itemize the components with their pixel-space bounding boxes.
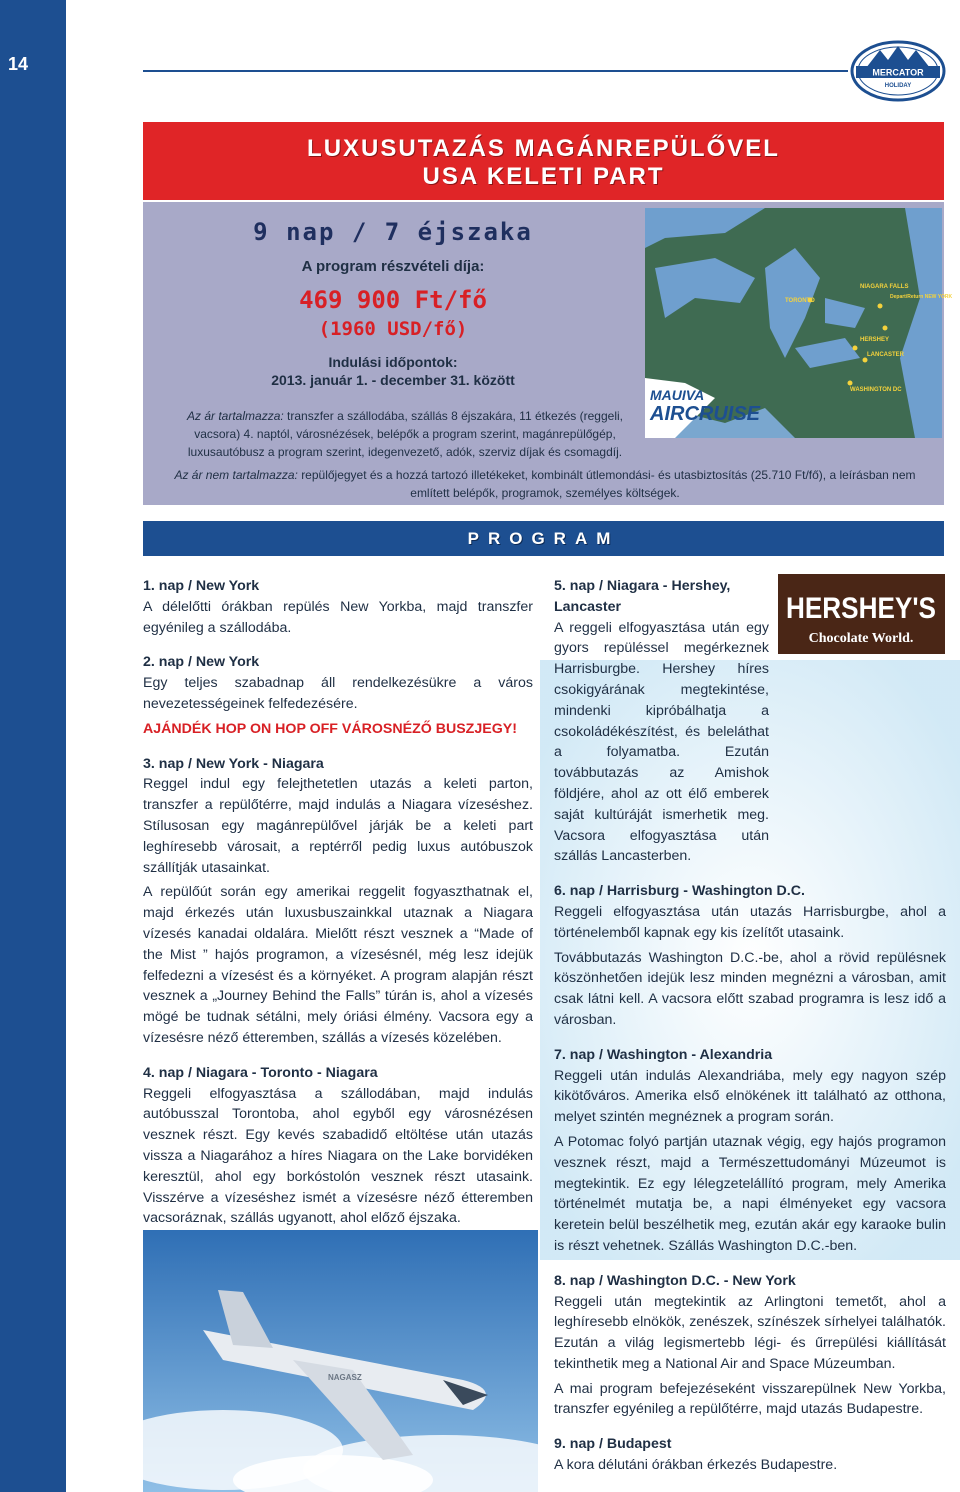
day-text: A Potomac folyó partján utaznak végig, egy hajós programon vesznek részt, majd a Természettudományi Múzeumot is megtekintik. Ez egy lélegzetelállító program, mely Amerika történelmét mutatja be, a napi élményeket egy vacsora keretein belül beszélhetik meg, ezután akár egy karaoke bulin is részt vehetnek. Szállás Washington D.C.-ben. [554,1133,946,1254]
page-number: 14 [7,54,29,74]
day-6 [554,881,946,1031]
mercator-holiday-logo [848,40,948,102]
map-label-lancaster: LANCASTER [867,352,904,358]
program-banner [143,521,944,556]
day-4 [143,1063,533,1229]
map-label-toronto: TORONTO [785,298,815,304]
day-title: 2. nap / New York [143,654,260,671]
trip-duration: 9 nap / 7 éjszaka [253,218,533,246]
side-bar [0,0,66,1492]
day-title: 4. nap / Niagara - Toronto - Niagara [143,1064,378,1081]
plane-tail-text: NAGASZ [328,1373,362,1382]
price-label: A program részvételi díja: [301,258,485,275]
header-rule [143,70,848,72]
map-label-washington: WASHINGTON DC [850,387,902,393]
price-huf: 469 900 Ft/fő [299,286,487,314]
private-jet-photo [143,1230,538,1492]
includes-text: transzfer a szállodába, szállás 8 éjszakára, 11 étkezés (reggeli, vacsora) 4. naptól, városnézések, belépők a program szerint, magánrepülőgép, luxusautóbusz a program szerint, idegenvezető, adók, szerviz díjak és csomagdíj. [187,409,623,459]
day-title: 6. nap / Harrisburg - Washington D.C. [554,883,805,900]
dates-range: 2013. január 1. - december 31. között [271,372,515,388]
title-banner [143,122,944,200]
map-brand-line2: AIRCRUISE [650,403,761,425]
map-brand-line1: MAUIVA [650,387,705,403]
price-usd: (1960 USD/fő) [318,318,468,340]
day-text: Reggeli elfogyasztása után utazás Harrisburgbe, ahol a történelemből kapnak egy kis ízelítőt utasaink. [554,903,946,941]
day-text: Reggeli elfogyasztása a szállodában, majd indulás autóbusszal Torontoba, ahol egyből egy városnézésen vesznek részt. Egy kevés szabadidő eltöltése után utazás vissza a Niagarához a híres Niagara on the Lake borvidéken keresztül, ahol egy borkóstolón vesznek részt utasaink. Visszérve a vízeséshez ismét a vízesésre néző étteremben vacsoráznak, szállás ugyanott, ahol előző éjszaka. [143,1085,533,1227]
day-title: 9. nap / Budapest [554,1436,672,1453]
map-label-newyork: Depart/Return NEW YORK [890,294,953,300]
day-7 [554,1045,946,1257]
dates-label: Indulási időpontok: [328,354,458,370]
day-text: Egy teljes szabadnap áll rendelkezésükre a város nevezetességeinek felfedezésére. [143,675,533,712]
day-text: A repülőút során egy amerikai reggelit fogyaszthatnak el, majd érkezés után luxusbuszainkkal utaznak a Niagara vízesés kanadai oldalára. Mielőtt részt vesznek a “Made of the Mist ” hajós programon, a vízesésnél, még lesz idejük felfedezni a vízesést és a környéket. A program alapján részt vesznek a „Journey Behind the Falls” túrán is, ahol a vízesés mögé be tudnak sétálni, mely óriási élmény. Vacsora egy a vízesésre néző étteremben, szállás a vízesés közelében. [143,884,533,1046]
hershey-logo-subtitle: Chocolate World. [808,631,914,646]
day-text: Reggeli után megtekintik az Arlingtoni temetőt, ahol a leghíresebb elnökök, zenészek, színészek sírhelyei találhatók. Ezután a világ legismertebb légi- és űrrepülési kiállítását tekinthetik meg a National Air and Space Múzeumban. [554,1293,946,1372]
day-title: 8. nap / Washington D.C. - New York [554,1272,796,1289]
day-title-line2: Lancaster [554,598,622,615]
day-text: Reggeli után indulás Alexandriába, mely egy nagyon szép kikötőváros. Amerika első elnökének itt található az otthona, melyet szintén megnéznek a program során. [554,1067,946,1126]
day-text: A reggeli elfogyasztása után egy gyors repüléssel megérkeznek Harrisburgbe. Hershey híres csokigyárának megtekintése, mindenki kipróbálhatja a csokoládékészítést, és beleláthat a folyamatba. Ezután továbbutazás az Amishok földjére, ahol az ott élő emberek saját kultúráját ismerhetik meg. Vacsora elfogyasztása után szállás Lancasterben. [554,619,769,865]
program-title: PROGRAM [467,529,620,548]
day-3 [143,754,533,1049]
includes-label: Az ár tartalmazza: [187,409,284,423]
day-text: A kora délutáni órákban érkezés Budapestre. [554,1457,838,1474]
day-text: Továbbutazás Washington D.C.-be, ahol a rövid repülésnek köszönhetően idejük lesz minden megnézni a városban, amit csak látni kell. A vacsora előtt szabad programra is lesz idő a városban. [554,949,946,1028]
day-title: 1. nap / New York [143,578,260,594]
gift-notice: AJÁNDÉK HOP ON HOP OFF VÁROSNÉZŐ BUSZJEGY! [143,720,517,737]
day-1 [143,576,533,638]
price-includes [170,407,640,461]
logo-text: MERCATOR [872,67,924,78]
day-text: A délelőtti órákban repülés New Yorkba, majd transzfer egyénileg a szállodába. [143,598,533,636]
day-title: 3. nap / New York - Niagara [143,755,324,772]
svg-text:HOLIDAY: HOLIDAY [884,83,912,89]
excludes-text: repülőjegyet és a hozzá tartozó illetékeket, kombinált útlemondási- és utasbiztosítás (25.710 Ft/fő), a leírásban nem említett belépők, programok, személyes költségek. [301,468,916,500]
day-8 [554,1271,946,1421]
price-excludes [160,466,930,502]
map-label-niagara: NIAGARA FALLS [860,284,909,290]
excludes-label: Az ár nem tartalmazza: [174,468,298,482]
day-2 [143,652,533,739]
program-right-column [554,576,946,1490]
title-line-1: LUXUSUTAZÁS MAGÁNREPÜLŐVEL [307,135,780,162]
map-label-hershey: HERSHEY [860,337,890,343]
program-left-column [143,576,533,1243]
hershey-logo-text: HERSHEY'S [786,592,936,625]
hersheys-logo [778,574,945,654]
day-text: Reggel indul egy felejthetetlen utazás a keleti parton, transzfer a repülőtérre, majd indulás a Niagara vízeséshez. Stílusosan egy magánrepülővel járják be a keleti part leghíresebb városait, a reptérről pedig luxus autóbuszok szállítják utasainkat. [143,776,533,876]
route-map [645,208,953,438]
day-title: 5. nap / Niagara - Hershey, [554,578,731,594]
day-text: A mai program befejezéseként visszarepülnek New Yorkba, transzfer egyénileg a repülőtérre, majd utazás Budapestre. [554,1380,946,1418]
title-line-2: USA KELETI PART [422,163,665,190]
day-title: 7. nap / Washington - Alexandria [554,1046,773,1063]
day-9 [554,1434,946,1476]
